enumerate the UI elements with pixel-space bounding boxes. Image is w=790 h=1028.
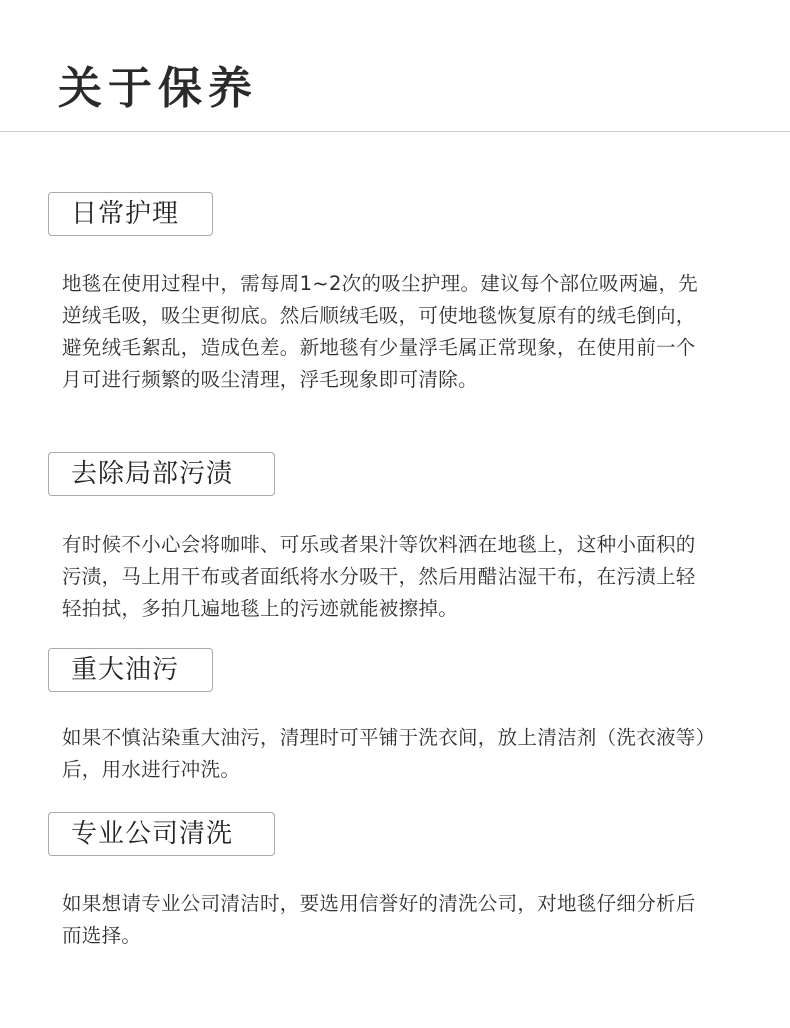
section-heading-heavy-oil: 重大油污 [48,648,213,692]
page-title: 关于保养 [58,63,258,114]
section-body-heavy-oil: 如果不慎沾染重大油污，清理时可平铺于洗衣间，放上清洁剂（洗衣液等）后，用水进行冲洗。 [62,726,706,781]
section-body-professional-cleaning: 如果想请专业公司清洁时，要选用信誉好的清洗公司，对地毯仔细分析后而选择。 [62,892,696,947]
section-heading-daily-care: 日常护理 [48,192,213,236]
section-heading-stain-removal: 去除局部污渍 [48,452,275,496]
title-divider [0,131,790,132]
section-heading-professional-cleaning: 专业公司清洗 [48,812,275,856]
section-body-daily-care: 地毯在使用过程中，需每周1~2次的吸尘护理。建议每个部位吸两遍，先逆绒毛吸，吸尘更彻底。然后顺绒毛吸，可使地毯恢复原有的绒毛倒向，避免绒毛絮乱，造成色差。新地毯有少量浮毛属正常现象，在使用前一个月可进行频繁的吸尘清理，浮毛现象即可清除。 [62,272,699,391]
section-body-stain-removal: 有时候不小心会将咖啡、可乐或者果汁等饮料洒在地毯上，这种小面积的污渍，马上用干布或者面纸将水分吸干，然后用醋沾湿干布，在污渍上轻轻拍拭，多拍几遍地毯上的污迹就能被擦掉。 [62,533,696,620]
